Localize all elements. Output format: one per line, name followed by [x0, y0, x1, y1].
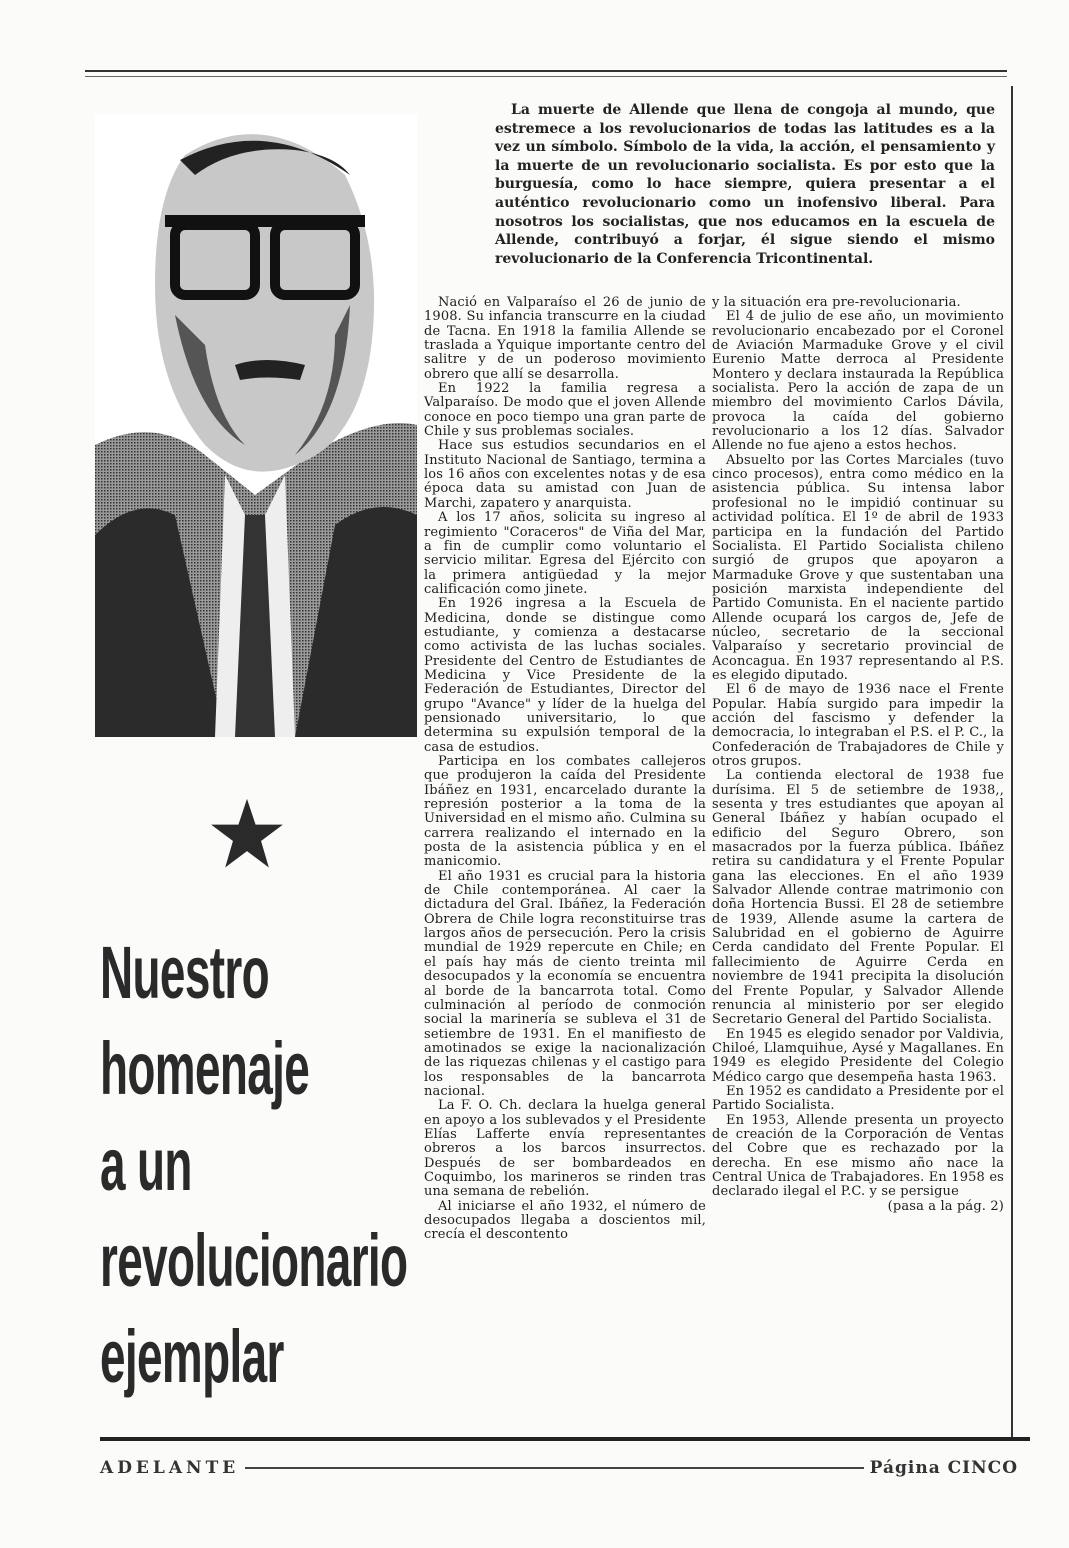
paragraph: La F. O. Ch. declara la huelga general en apoyo a los sublevados y el Presidente Elías Lafferte envía representantes obreros a los barcos insurrectos. Después de ser bombardeados en Coquimbo, los marineros se rinden tras una semana de rebelión. — [424, 1098, 706, 1200]
paragraph: En 1952 es candidato a Presidente por el Partido Socialista. — [712, 1083, 1004, 1114]
paragraph: El 4 de julio de ese año, un movimiento revolucionario encabezado por el Coronel de Aviación Marmaduke Grove y el civil Eurenio Matte derroca al Presidente Montero y declara instaurada la República socialista. Pero la acción de zapa de un miembro del movimiento Carlos Dávila, provoca la caída del gobierno revolucionario a los 12 días. Salvador Allende no fue ajeno a estos hechos. — [712, 309, 1004, 454]
paragraph: Absuelto por las Cortes Marciales (tuvo cinco procesos), entra como médico en la asistencia pública. Su intensa labor profesional no le impidió continuar su actividad política. El 1º de abril de 1933 participa en la fundación del Partido Socialista. El Partido Socialista chileno surgió de grupos que apoyaron a Marmaduke Grove y que sustentaban una posición marxista independiente del Partido Comunista. En el naciente partido Allende ocupará los cargos de, Jefe de núcleo, secretario de la seccional Valparaíso y secretario provincial de Aconcagua. En 1937 representando al P.S. es elegido diputado. — [712, 452, 1004, 683]
top-rule — [85, 70, 1007, 77]
paragraph: En 1922 la familia regresa a Valparaíso. De modo que el joven Allende conoce en poco tiempo una gran parte de Chile y sus problemas sociales. — [424, 381, 706, 440]
page-footer — [100, 1456, 1018, 1480]
headline-line: a un — [100, 1123, 192, 1206]
footer-divider — [245, 1467, 863, 1469]
paragraph: Nació en Valparaíso el 26 de junio de 1908. Su infancia transcurre en la ciudad de Tacna. En 1918 la familia Allende se traslada a Yquique importante centro del salitre y de un poderoso movimiento obrero que allí se desarrolla. — [424, 295, 706, 382]
headline-line: ejemplar — [100, 1315, 284, 1398]
star-icon — [208, 795, 286, 873]
paragraph: y la situación era pre-revolucionaria. — [712, 295, 961, 310]
publication-name: ADELANTE — [100, 1458, 240, 1478]
headline-line: Nuestro — [100, 931, 270, 1014]
lead-paragraph: La muerte de Allende que llena de congoja al mundo, que estremece a los revolucionarios de todas las latitudes es a la vez un símbolo. Símbolo de la vida, la acción, el pensamiento y la muerte de un revolucionario socialista. Es por esto que la burguesía, como lo hace siempre, quiera presentar a el auténtico revolucionario como un inofensivo liberal. Para nosotros los socialistas, que nos educamos en la escuela de Allende, contribuyó a forjar, él sigue siendo el mismo revolucionario de la Conferencia Tricontinental. — [495, 102, 995, 267]
paragraph: Al iniciarse el año 1932, el número de desocupados llegaba a doscientos mil, crecía el descontento — [424, 1198, 706, 1243]
right-column-rule — [1011, 86, 1013, 1438]
paragraph: El 6 de mayo de 1936 nace el Frente Popular. Había surgido para impedir la acción del fascismo y defender la democracia, lo integraban el P.S. el P. C., la Confederación de Trabajadores de Chile y otros grupos. — [712, 682, 1004, 769]
portrait-photo — [95, 115, 417, 737]
paragraph: En 1926 ingresa a la Escuela de Medicina, donde se distingue como estudiante, y comienza a destacarse como activista de las luchas sociales. Presidente del Centro de Estudiantes de Medicina y Vice Presidente de la Federación de Estudiantes, Director del grupo "Avance" y líder de la huelga del pensionado universitario, lo que determina su expulsión temporal de la casa de estudios. — [424, 596, 706, 755]
continuation-note: (pasa a la pág. 2) — [887, 1198, 1004, 1214]
article-column-2 — [712, 296, 1004, 1214]
paragraph: Participa en los combates callejeros que produjeron la caída del Presidente Ibáñez en 1931, encarcelado durante la represión posterior a la toma de la Universidad en el mismo año. Culmina su carrera realizando el internado en la posta de la asistencia pública y en el manicomio. — [424, 754, 706, 870]
headline — [100, 925, 430, 1405]
page-number: Página CINCO — [869, 1458, 1018, 1478]
paragraph: La contienda electoral de 1938 fue durísima. El 5 de setiembre de 1938,, sesenta y tres estudiantes que apoyan al General Ibáñez y habían ocupado el edificio del Seguro Obrero, son masacrados por la fuerza pública. Ibáñez retira su candidatura y el Frente Popular gana las elecciones. En el año 1939 Salvador Allende contrae matrimonio con doña Hortencia Bussi. El 28 de setiembre de 1939, Allende asume la cartera de Salubridad en el gobierno de Aguirre Cerda candidato del Frente Popular. El fallecimiento de Aguirre Cerda en noviembre de 1941 precipita la disolución del Frente Popular, y Salvador Allende renuncia al ministerio por ser elegido Secretario General del Partido Socialista. — [712, 768, 1004, 1028]
paragraph: Hace sus estudios secundarios en el Instituto Nacional de Santiago, termina a los 16 años con excelentes notas y de esa época data su amistad con Juan de Marchi, zapatero y anarquista. — [424, 438, 706, 511]
bottom-rule — [100, 1437, 1030, 1441]
headline-line: homenaje — [100, 1027, 310, 1110]
paragraph: En 1945 es elegido senador por Valdivia, Chiloé, Llamquihue, Aysé y Magallanes. En 1949 es elegido Presidente del Colegio Médico cargo que desempeña hasta 1963. — [712, 1026, 1004, 1085]
paragraph: A los 17 años, solicita su ingreso al regimiento "Coraceros" de Viña del Mar, a fin de cumplir como voluntario el servicio militar. Egresa del Ejército con la primera antigüedad y la mejor calificación como jinete. — [424, 510, 706, 597]
headline-line: revolucionario — [100, 1219, 408, 1302]
paragraph: El año 1931 es crucial para la historia de Chile contemporánea. Al caer la dictadura del Gral. Ibáñez, la Federación Obrera de Chile logra reconstituirse tras largos años de persecución. Pero la crisis mundial de 1929 repercute en Chile; en el país hay más de ciento treinta mil desocupados y la economía se encuentra al borde de la bancarrota total. Como culminación al período de conmoción social la marinería se subleva el 31 de setiembre de 1931. En el manifiesto de amotinados se exige la nacionalización de las riquezas chilenas y el castigo para los responsables de la bancarrota nacional. — [424, 868, 706, 1099]
paragraph: En 1953, Allende presenta un proyecto de creación de la Corporación de Ventas del Cobre que es rechazado por la derecha. En ese mismo año nace la Central Unica de Trabajadores. En 1958 es declarado ilegal el P.C. y se persigue — [712, 1112, 1004, 1200]
article-column-1 — [424, 296, 706, 1243]
